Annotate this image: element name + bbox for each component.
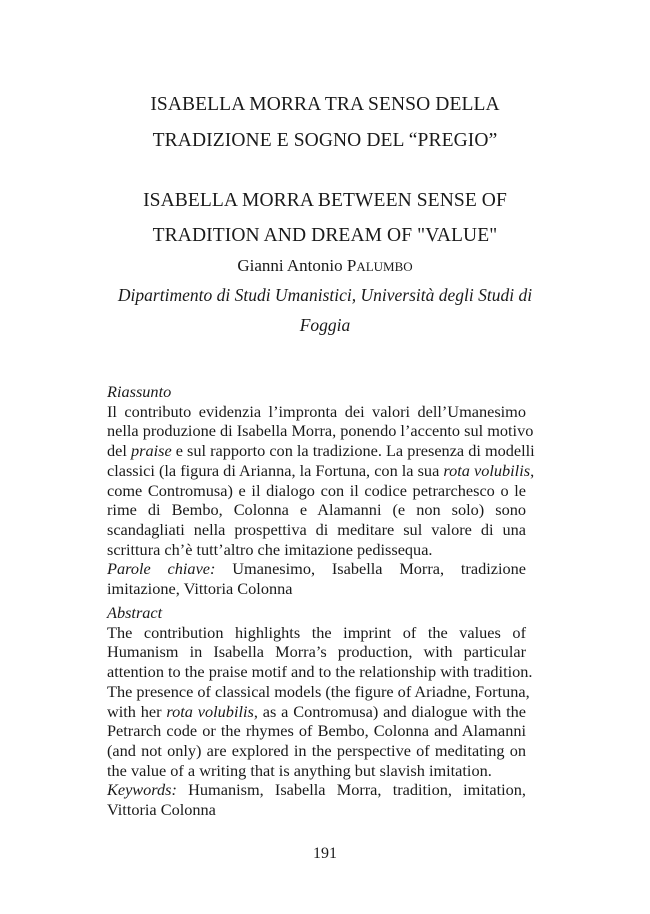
riassunto-line: scrittura ch’è tutt’altro che imitazione pedissequa. <box>107 539 433 559</box>
riassunto-section <box>107 382 535 599</box>
riassunto-line: rime di Bembo, Colonna e Alamanni (e non solo) sono <box>107 500 526 520</box>
riassunto-line: come Contromusa) e il dialogo con il codice petrarchesco o le <box>107 480 526 500</box>
abstract-line: (and not only) are explored in the perspective of meditating on <box>107 740 526 760</box>
riassunto-heading: Riassunto <box>107 382 172 401</box>
abstract-keywords-line-1: Keywords: Humanism, Isabella Morra, tradition, imitation, <box>107 780 526 800</box>
abstract-italic-term: rota volubilis <box>166 701 254 721</box>
author-name <box>0 256 650 276</box>
riassunto-line: classici (la figura di Arianna, la Fortuna, con la sua rota volubilis, <box>107 460 535 480</box>
riassunto-keywords-line-2: imitazione, Vittoria Colonna <box>107 579 293 599</box>
riassunto-line: nella produzione di Isabella Morra, ponendo l’accento sul motivo <box>107 421 534 441</box>
riassunto-line: Il contributo evidenzia l’impronta dei valori dell’Umanesimo <box>107 401 526 421</box>
author-first-names: Gianni Antonio <box>237 256 347 275</box>
title-italian-line-1: ISABELLA MORRA TRA SENSO DELLA <box>150 94 500 115</box>
abstract-line: attention to the praise motif and to the relationship with tradition. <box>107 662 533 682</box>
riassunto-line: del praise e sul rapporto con la tradizione. La presenza di modelli <box>107 441 535 461</box>
abstract-keywords-label: Keywords: <box>107 780 177 800</box>
abstract-line: The contribution highlights the imprint of the values of <box>107 622 526 642</box>
title-italian-line-2: TRADIZIONE E SOGNO DEL “PREGIO” <box>152 130 498 151</box>
author-surname-rest: ALUMBO <box>356 259 413 274</box>
riassunto-italic-term: rota volubilis <box>443 460 531 480</box>
abstract-line: The presence of classical models (the figure of Ariadne, Fortuna, <box>107 681 530 701</box>
affiliation-line-1: Dipartimento di Studi Umanistici, Università degli Studi di <box>117 285 533 305</box>
riassunto-keywords-line-1: Parole chiave: Umanesimo, Isabella Morra, tradizione <box>107 559 526 579</box>
title-english-line-2: TRADITION AND DREAM OF "VALUE" <box>152 225 498 246</box>
author-surname-initial: P <box>346 256 357 275</box>
riassunto-keywords-label: Parole chiave: <box>107 559 216 579</box>
abstract-keywords-line-2: Vittoria Colonna <box>107 800 216 820</box>
abstract-section <box>107 603 533 820</box>
abstract-line: with her rota volubilis, as a Contromusa) and dialogue with the <box>107 701 526 721</box>
riassunto-italic-term: praise <box>130 441 172 461</box>
abstract-line: Petrarch code or the rhymes of Bembo, Colonna and Alamanni <box>107 721 526 741</box>
riassunto-line: scandagliati nella prospettiva di meditare sul valore di una <box>107 519 526 539</box>
page-number: 191 <box>313 845 337 862</box>
abstract-heading: Abstract <box>107 603 163 622</box>
abstract-line: the value of a writing that is anything but slavish imitation. <box>107 760 492 780</box>
abstract-line: Humanism in Isabella Morra’s production, with particular <box>107 642 526 662</box>
affiliation-line-2: Foggia <box>299 315 351 335</box>
title-english-line-1: ISABELLA MORRA BETWEEN SENSE OF <box>143 190 507 211</box>
